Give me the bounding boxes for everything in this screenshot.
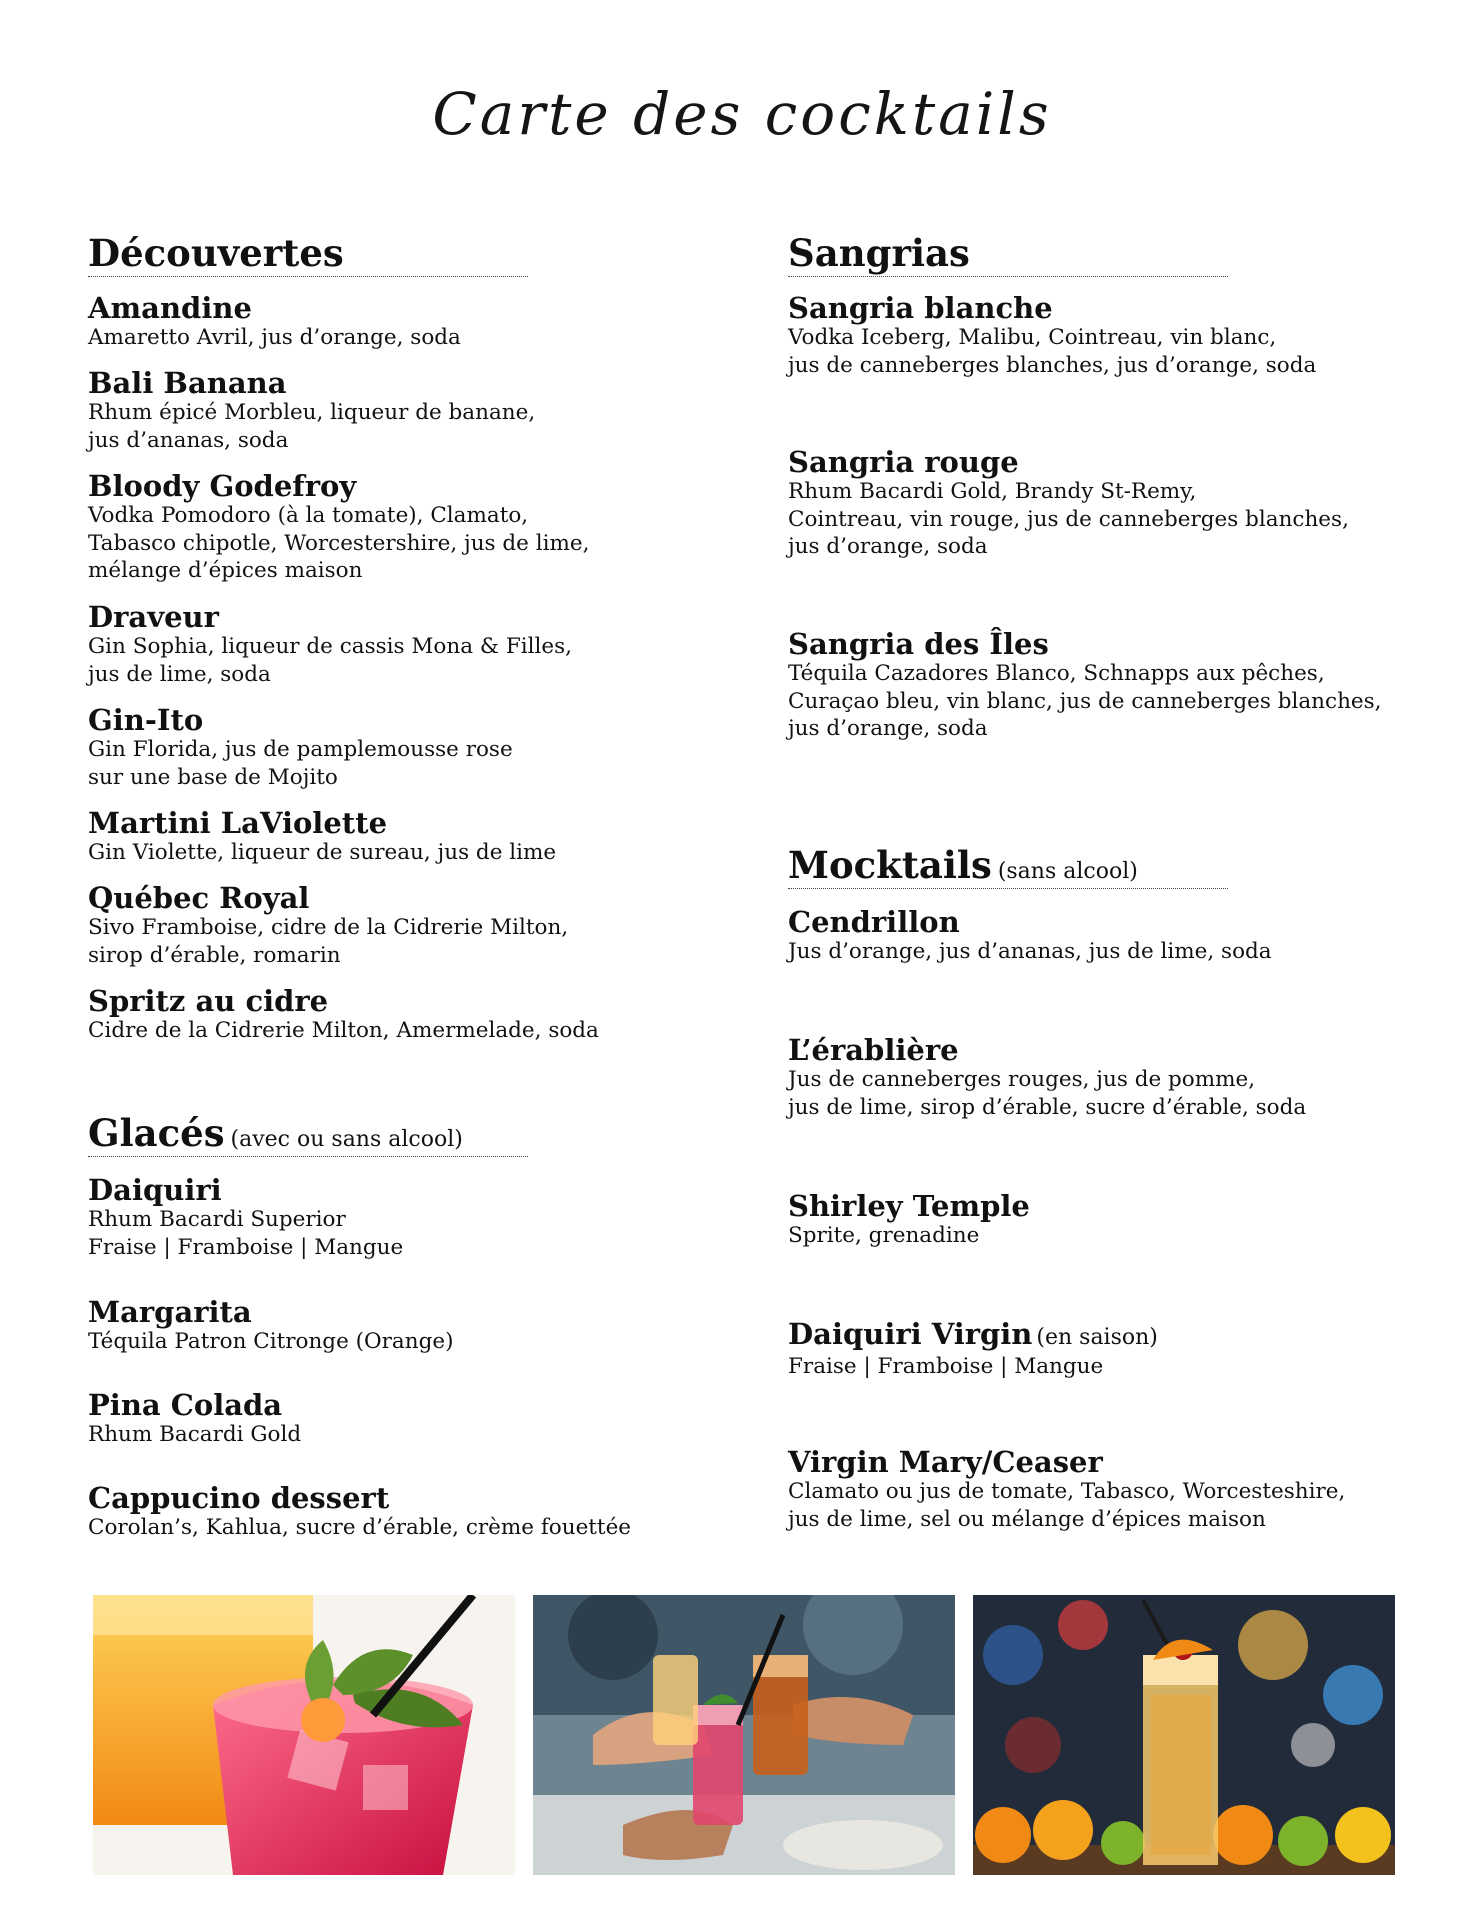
menu-item [88,602,572,688]
item-name: Québec Royal [88,881,310,915]
menu-item [88,883,568,969]
page-title: Carte des cocktails [432,80,1052,148]
section-heading-mocktails [788,844,1228,889]
item-name: Sangria des Îles [788,627,1049,661]
menu-item [788,293,1316,379]
item-description: Gin Florida, jus de pamplemousse rose sur une base de Mojito [88,737,513,790]
item-description: Sivo Framboise, cidre de la Cidrerie Milton, sirop d’érable, romarin [88,915,569,968]
section-title: Découvertes [88,231,344,275]
item-name: Sangria rouge [788,445,1019,479]
item-name: Draveur [88,600,219,634]
item-name: Sangria blanche [788,291,1053,325]
item-description: Corolan’s, Kahlua, sucre d’érable, crème fouettée [88,1515,632,1540]
section-heading-glaces [88,1112,528,1157]
section-subtitle: (avec ou sans alcool) [230,1127,463,1152]
item-name [788,1319,1158,1353]
item-description: Cidre de la Cidrerie Milton, Amermelade, soda [88,1018,599,1043]
menu-item [788,907,1272,966]
item-name: Cappucino dessert [88,1481,390,1515]
item-description: Rhum Bacardi Superior Fraise | Framboise | Mangue [88,1207,404,1260]
cocktail-photo-glasses [93,1595,515,1875]
item-name: Shirley Temple [788,1189,1030,1223]
item-name-text: Daiquiri Virgin [788,1317,1033,1351]
section-title: Mocktails [788,843,992,887]
menu-item [88,471,589,585]
item-tag: (en saison) [1036,1325,1158,1350]
menu-item [88,368,535,454]
menu-item [88,293,461,352]
menu-item [88,1483,631,1542]
menu-item [788,1447,1345,1533]
menu-item [788,1191,1030,1250]
section-heading-sangrias [788,232,1228,277]
menu-item [88,808,556,867]
item-description: Sprite, grenadine [788,1223,980,1248]
menu-item [88,705,513,791]
menu-item [788,629,1382,743]
item-description: Jus d’orange, jus d’ananas, jus de lime, soda [788,939,1272,964]
item-name: Amandine [88,291,252,325]
menu-item [88,1175,403,1261]
item-description: Gin Violette, liqueur de sureau, jus de lime [88,840,557,865]
item-description: Téquila Patron Citronge (Orange) [88,1329,454,1354]
item-name: Cendrillon [788,905,960,939]
item-description: Jus de canneberges rouges, jus de pomme, jus de lime, sirop d’érable, sucre d’érable, soda [788,1067,1307,1120]
cocktail-photo-bar [973,1595,1395,1875]
menu-item [88,1297,453,1356]
item-description: Rhum épicé Morbleu, liqueur de banane, jus d’ananas, soda [88,400,536,453]
menu-item [88,1390,301,1449]
item-name: Martini LaViolette [88,806,388,840]
item-description: Vodka Iceberg, Malibu, Cointreau, vin blanc, jus de canneberges blanches, jus d’orange, soda [788,325,1317,378]
section-heading-decouvertes [88,232,528,277]
section-subtitle: (sans alcool) [997,859,1138,884]
cocktail-photo-toast [533,1595,955,1875]
item-name: Bali Banana [88,366,287,400]
section-title: Glacés [88,1111,225,1155]
item-description: Vodka Pomodoro (à la tomate), Clamato, Tabasco chipotle, Worcestershire, jus de lime, mélange d’épices maison [88,503,590,583]
item-name: L’érablière [788,1033,959,1067]
item-name: Spritz au cidre [88,984,329,1018]
item-description: Rhum Bacardi Gold [88,1422,302,1447]
item-description: Téquila Cazadores Blanco, Schnapps aux pêches, Curaçao bleu, vin blanc, jus de canneberges blanches, jus d’orange, soda [788,661,1382,741]
menu-item [788,1319,1158,1381]
menu-item [788,447,1349,561]
item-description: Gin Sophia, liqueur de cassis Mona & Filles, jus de lime, soda [88,634,572,687]
item-name: Gin-Ito [88,703,204,737]
item-name: Daiquiri [88,1173,222,1207]
item-description: Rhum Bacardi Gold, Brandy St-Remy, Cointreau, vin rouge, jus de canneberges blanches, jus d’orange, soda [788,479,1349,559]
menu-item [788,1035,1306,1121]
item-description: Amaretto Avril, jus d’orange, soda [88,325,461,350]
menu-item [88,986,599,1045]
item-name: Pina Colada [88,1388,283,1422]
item-name: Virgin Mary/Ceaser [788,1445,1103,1479]
item-name: Bloody Godefroy [88,469,357,503]
item-name: Margarita [88,1295,252,1329]
item-description: Clamato ou jus de tomate, Tabasco, Worcesteshire, jus de lime, sel ou mélange d’épices maison [788,1479,1346,1532]
item-description: Fraise | Framboise | Mangue [788,1354,1104,1379]
section-title: Sangrias [788,231,970,275]
